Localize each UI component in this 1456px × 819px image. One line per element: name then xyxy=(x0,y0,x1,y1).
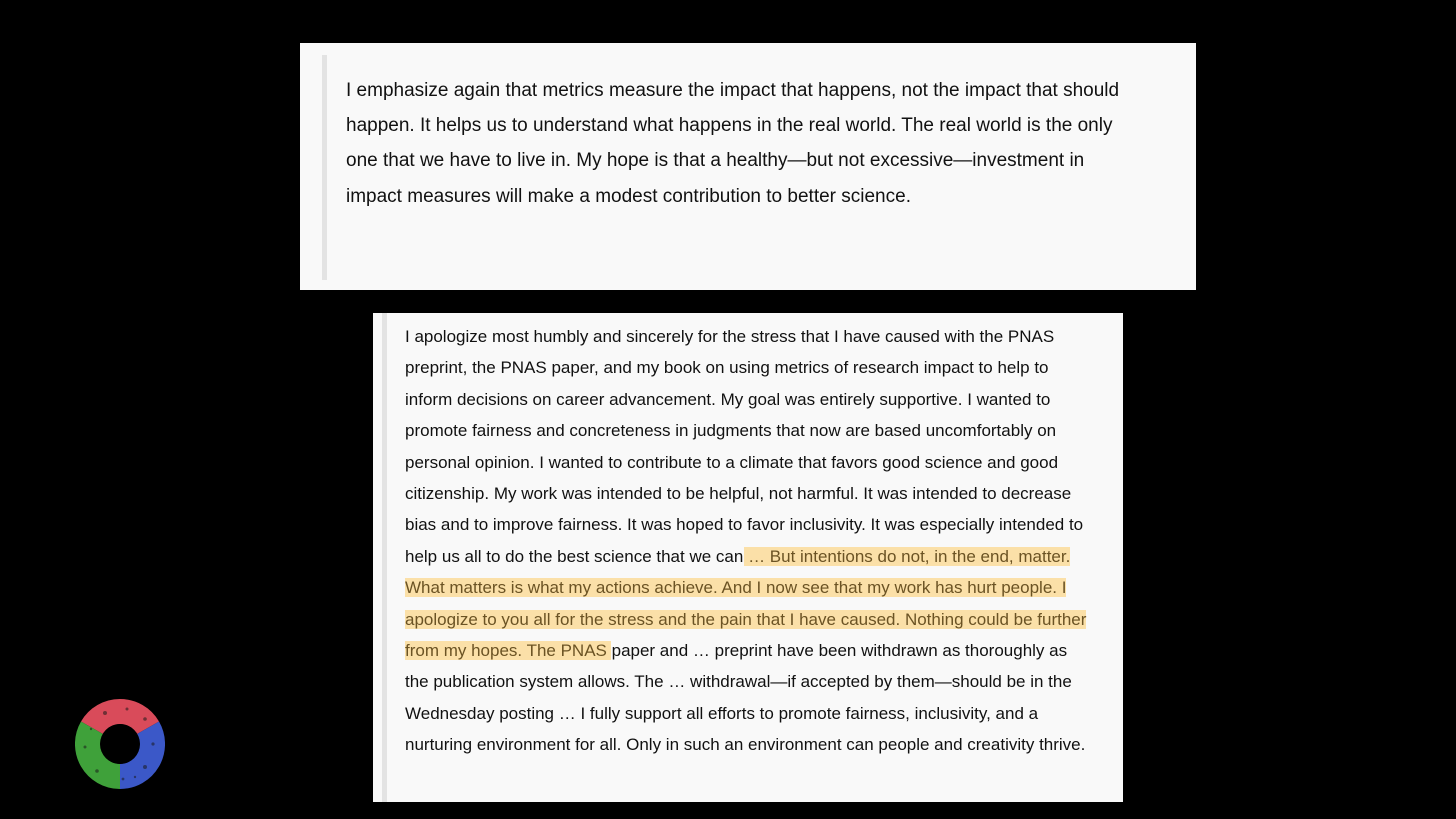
quote-text-before-highlight: I apologize most humbly and sincerely for the stress that I have caused with the PNAS preprint, the PNAS paper, and my book on using metrics of research impact to help to inform decisions on career advancement. My goal was entirely supportive. I wanted to promote fairness and concreteness in judgments that now are based uncomfortably on personal opinion. I wanted to contribute to a climate that favors good science and good citizenship. My work was intended to be helpful, not harmful. It was intended to decrease bias and to improve fairness. It was hoped to favor inclusivity. It was especially intended to help us all to do the best science that we can xyxy=(405,327,1084,566)
quote-card-top xyxy=(300,43,1196,290)
highlight-line: … But intentions do not, in the end, matter. What matters is what my actions achieve. xyxy=(405,546,1071,598)
quote-text-after-highlight: paper and … preprint have been withdrawn as thoroughly as the publication system allows. The … withdrawal—if accepted by them—should be in the Wednesday posting … I fully support all efforts to promote fairness, inclusivity, and a nurturing environment for all. Only in such an environment can people and creativity thrive. xyxy=(405,641,1086,755)
highlight-line: the pain that I have caused. Nothing could be further from my hopes. The PNAS xyxy=(405,609,1087,661)
highlight-line: And I now see that my work has hurt people. I apologize to you all for the stress and xyxy=(405,578,1067,629)
quote-card-bottom xyxy=(373,313,1123,802)
quote-text-bottom xyxy=(405,321,1095,761)
quote-bar xyxy=(322,55,327,280)
quote-text-top: I emphasize again that metrics measure the impact that happens, not the impact that should happen. It helps us to understand what happens in the real world. The real world is the only one that we have to live in. My hope is that a healthy—but not excessive—investment in impact measures will make a modest contribution to better science. xyxy=(346,80,1120,207)
quote-bar xyxy=(382,313,387,802)
tricolor-ring-logo-icon xyxy=(75,699,165,789)
